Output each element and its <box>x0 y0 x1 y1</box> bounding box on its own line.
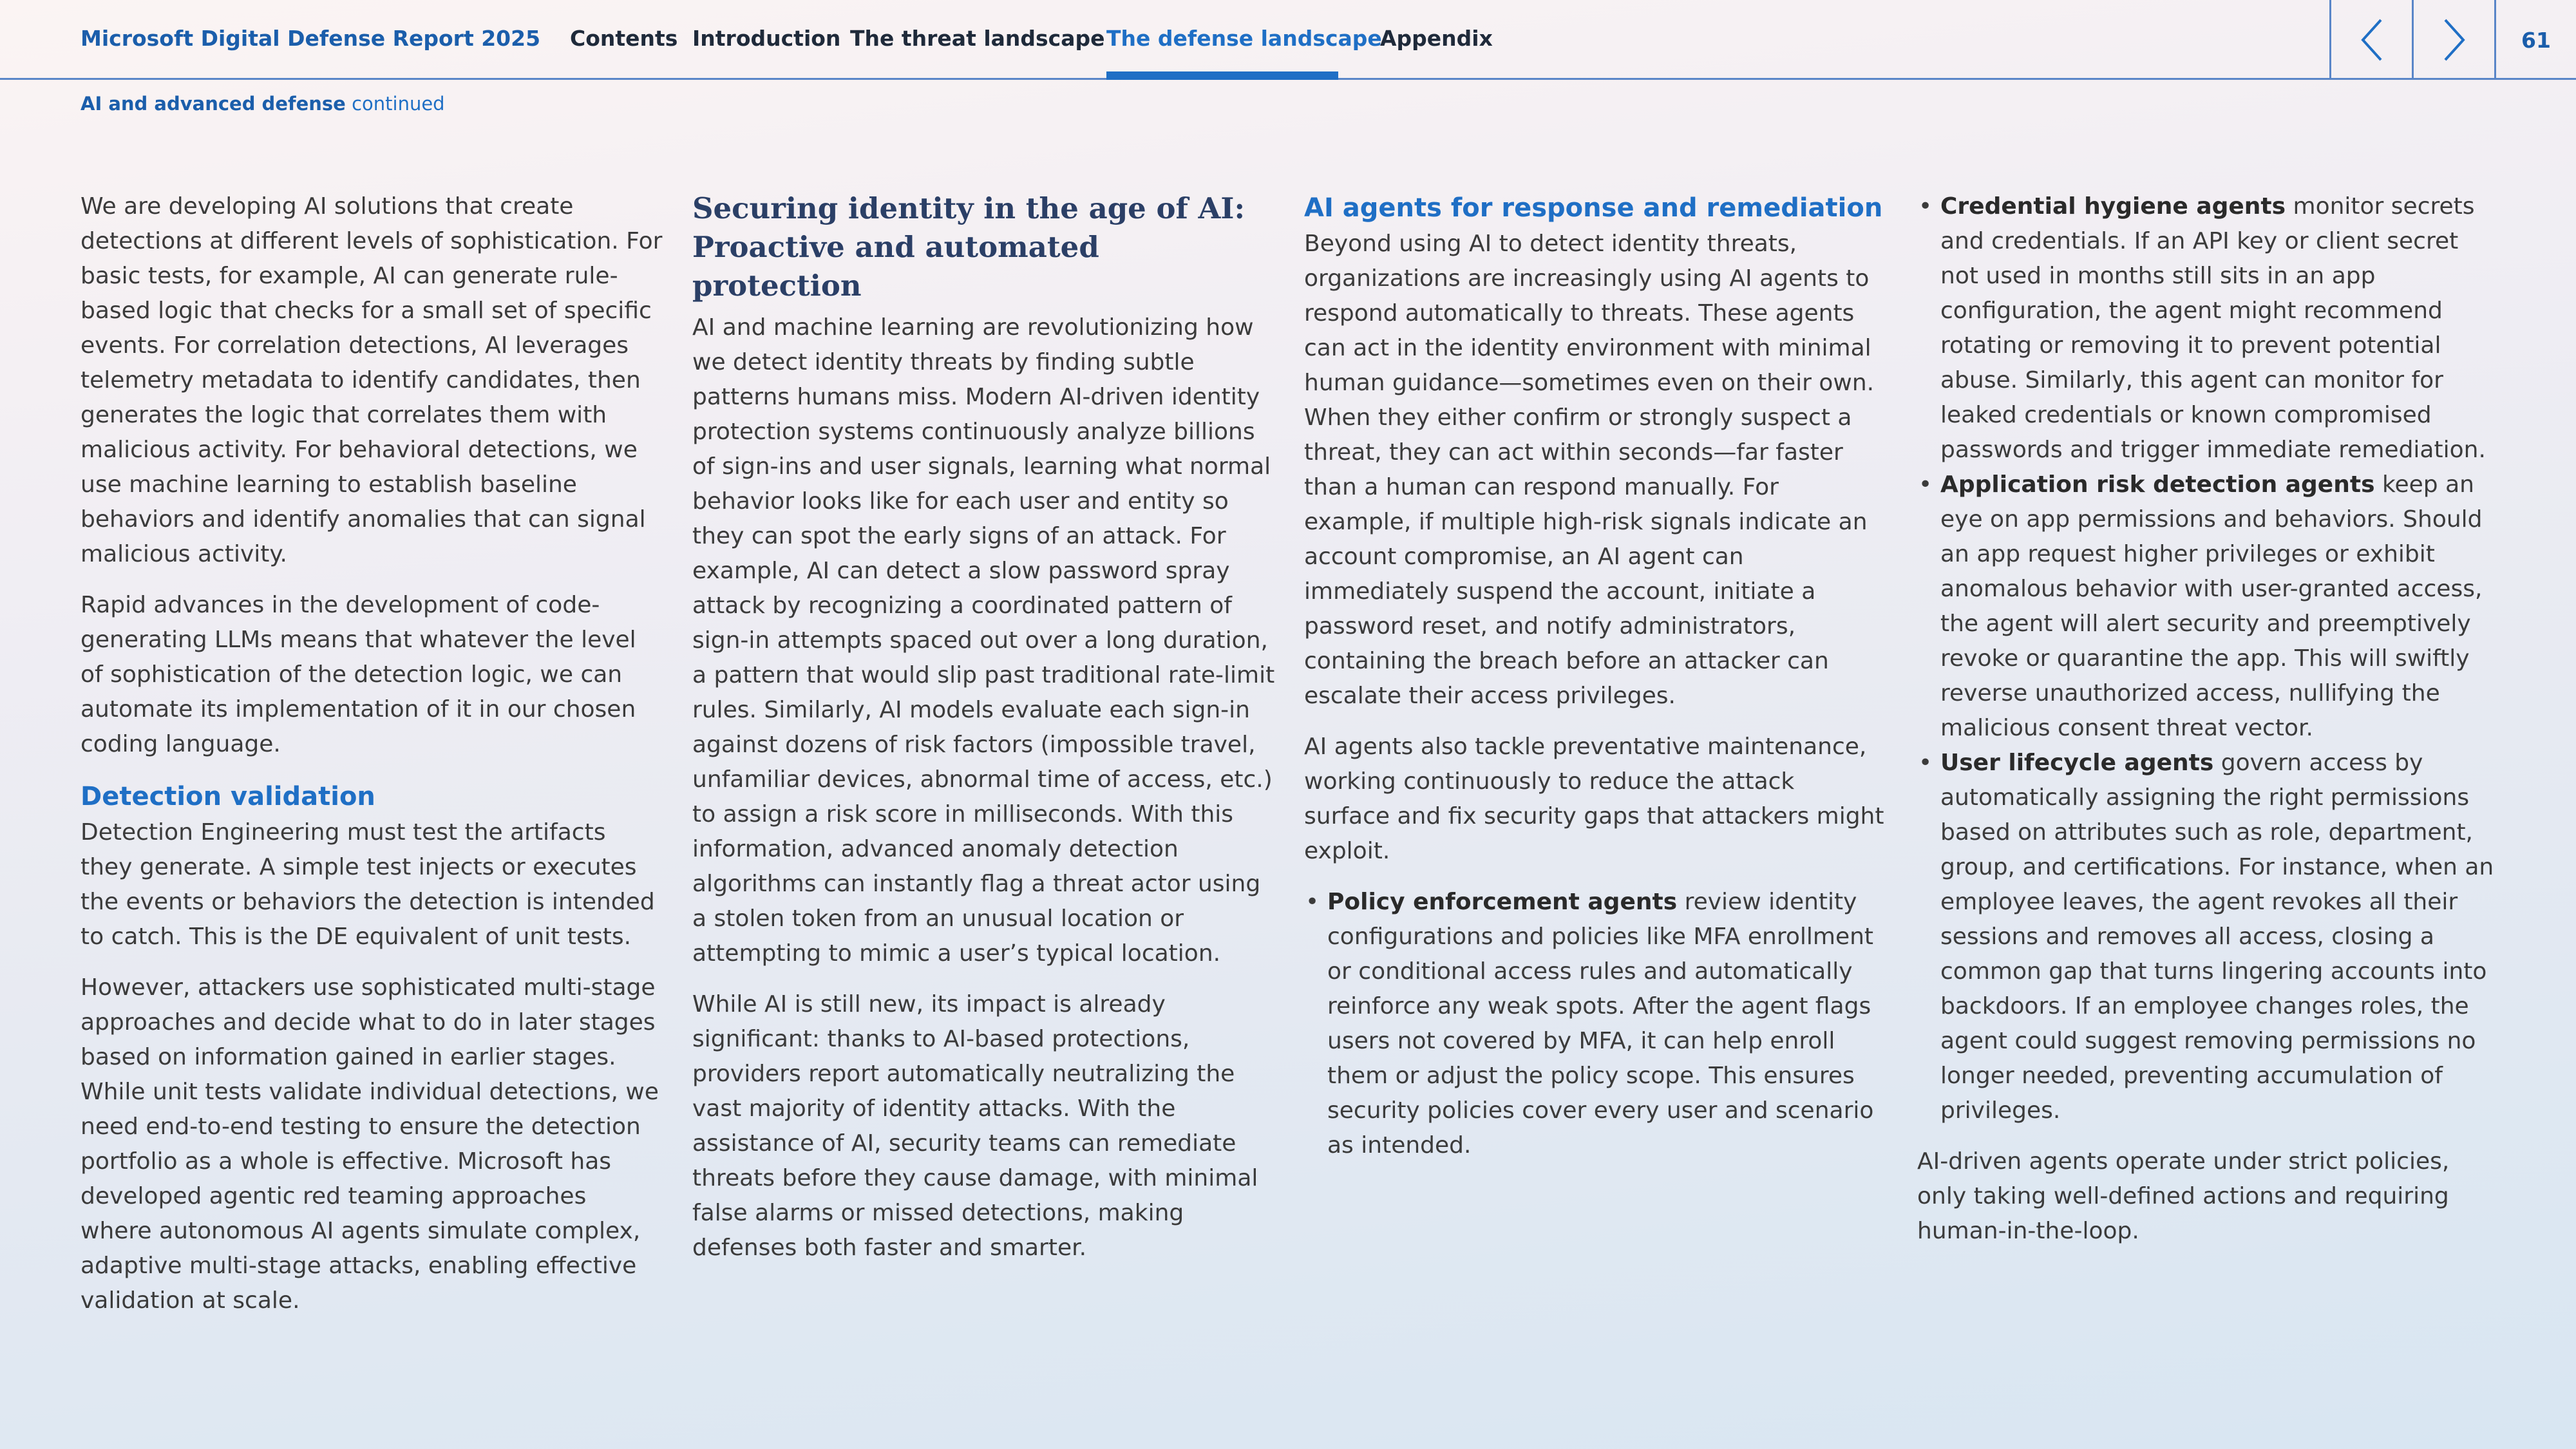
paragraph: Detection Engineering must test the artifacts they generate. A simple test injects or executes the events or behaviors the detection is intended to catch. This is the DE equivalent of unit tests. <box>80 819 655 950</box>
paragraph: Rapid advances in the development of code-generating LLMs means that whatever the level of sophistication of the detection logic, we can automate its implementation of it in our chosen coding language. <box>80 592 636 757</box>
paragraph: However, attackers use sophisticated multi-stage approaches and decide what to do in later stages based on information gained in earlier stages. While unit tests validate individual detections, we need end-to-end testing to ensure the detection portfolio as a whole is effective. Microsoft has developed agentic red teaming approaches where autonomous AI agents simulate complex, adaptive multi-stage attacks, enabling effective validation at scale. <box>80 974 659 1314</box>
nav-threat-landscape[interactable]: The threat landscape <box>850 26 1105 51</box>
paragraph: AI and machine learning are revolutionizing how we detect identity threats by finding subtle patterns humans miss. Modern AI-driven identity protection systems continuously analyze billions of sign-ins and user signals, learning what normal behavior looks like for each user and entity so they can spot the early signs of an attack. For example, AI can detect a slow password spray attack by recognizing a coordinated pattern of sign-in attempts spaced out over a long duration, a pattern that would slip past traditional rate-limit rules. Similarly, AI models evaluate each sign-in against dozens of risk factors (impossible travel, unfamiliar devices, abnormal time of access, etc.) to assign a risk score in milliseconds. With this information, advanced anomaly detection algorithms can instantly flag a threat actor using a stolen token from an unusual location or attempting to mimic a user’s typical location. <box>692 314 1275 967</box>
breadcrumb-suffix: continued <box>352 93 445 115</box>
next-page-button[interactable] <box>2412 0 2494 80</box>
chevron-left-icon <box>2359 17 2385 62</box>
list-item-text: keep an eye on app permissions and behaviors. Should an app request higher privileges or exhibit anomalous behavior with user-granted access, the agent will alert security and preemptively revoke or quarantine the app. This will swiftly reverse unauthorized access, nullifying the malicious consent threat vector. <box>1940 471 2483 741</box>
list-item-text: govern access by automatically assigning the right permissions based on attributes such as role, department, group, and certifications. For instance, when an employee leaves, the agent revokes all their sessions and removes all access, closing a common gap that turns lingering accounts into backdoors. If an employee changes roles, the agent could suggest removing permissions no longer needed, preventing accumulation of privileges. <box>1940 750 2494 1124</box>
breadcrumb <box>80 93 445 115</box>
top-navigation <box>0 0 2576 80</box>
list-item <box>1917 468 2500 746</box>
list-item-title: Credential hygiene agents <box>1940 193 2286 220</box>
section-heading-detection-validation: Detection validation <box>80 782 375 811</box>
paragraph: We are developing AI solutions that create detections at different levels of sophistication. For basic tests, for example, AI can generate rule-based logic that checks for a small set of specific events. For correlation detections, AI leverages telemetry metadata to identify candidates, then generates the logic that correlates them with malicious activity. For behavioral detections, we use machine learning to establish baseline behaviors and identify anomalies that can signal malicious activity. <box>80 193 663 567</box>
nav-defense-landscape[interactable]: The defense landscape <box>1106 26 1382 51</box>
page-number: 61 <box>2521 27 2551 53</box>
list-item-title: Policy enforcement agents <box>1327 889 1678 915</box>
paragraph: Beyond using AI to detect identity threats, organizations are increasingly using AI agents to respond automatically to threats. These agents can act in the identity environment with minimal human guidance—sometimes even on their own. When they either confirm or strongly suspect a threat, they can act within seconds—far faster than a human can respond manually. For example, if multiple high-risk signals indicate an account compromise, an AI agent can immediately suspend the account, initiate a password reset, and notify administrators, containing the breach before an attacker can escalate their access privileges. <box>1304 231 1875 709</box>
previous-page-button[interactable] <box>2329 0 2412 80</box>
paragraph: While AI is still new, its impact is already significant: thanks to AI-based protections, providers report automatically neutralizing the vast majority of identity attacks. With the assistance of AI, security teams can remediate threats before they cause damage, with minimal false alarms or missed detections, making defenses both faster and smarter. <box>692 991 1258 1261</box>
nav-introduction[interactable]: Introduction <box>692 26 841 51</box>
column-1 <box>80 189 663 1334</box>
paragraph: AI-driven agents operate under strict policies, only taking well-defined actions and requiring human-in-the-loop. <box>1917 1148 2450 1244</box>
section-heading-securing-identity: Securing identity in the age of AI: Proactive and automated protection <box>692 191 1245 303</box>
report-title[interactable]: Microsoft Digital Defense Report 2025 <box>80 26 541 51</box>
list-item-text: review identity configurations and policies like MFA enrollment or conditional access rules and automatically reinforce any weak spots. After the agent flags users not covered by MFA, it can help enroll them or adjust the policy scope. This ensures security policies cover every user and scenario as intended. <box>1327 889 1874 1159</box>
page-number-box <box>2494 0 2576 80</box>
active-tab-indicator <box>1106 71 1338 80</box>
list-item-title: User lifecycle agents <box>1940 750 2214 776</box>
list-item <box>1917 189 2500 468</box>
paragraph: AI agents also tackle preventative maintenance, working continuously to reduce the attack surface and fix security gaps that attackers might exploit. <box>1304 734 1884 864</box>
breadcrumb-section[interactable]: AI and advanced defense <box>80 93 346 115</box>
list-item-text: monitor secrets and credentials. If an API key or client secret not used in months still sits in an app configuration, the agent might recommend rotating or removing it to prevent potential abuse. Similarly, this agent can monitor for leaked credentials or known compromised passwords and trigger immediate remediation. <box>1940 193 2486 463</box>
column-3 <box>1304 189 1887 1179</box>
bullet-list <box>1304 885 1887 1163</box>
list-item <box>1917 746 2500 1128</box>
nav-contents[interactable]: Contents <box>570 26 678 51</box>
bullet-list <box>1917 189 2500 1128</box>
column-4 <box>1917 189 2500 1265</box>
section-heading-ai-agents-response: AI agents for response and remediation <box>1304 193 1883 223</box>
chevron-right-icon <box>2441 17 2467 62</box>
column-2 <box>692 189 1278 1282</box>
nav-appendix[interactable]: Appendix <box>1380 26 1493 51</box>
list-item-title: Application risk detection agents <box>1940 471 2375 498</box>
list-item <box>1304 885 1887 1163</box>
